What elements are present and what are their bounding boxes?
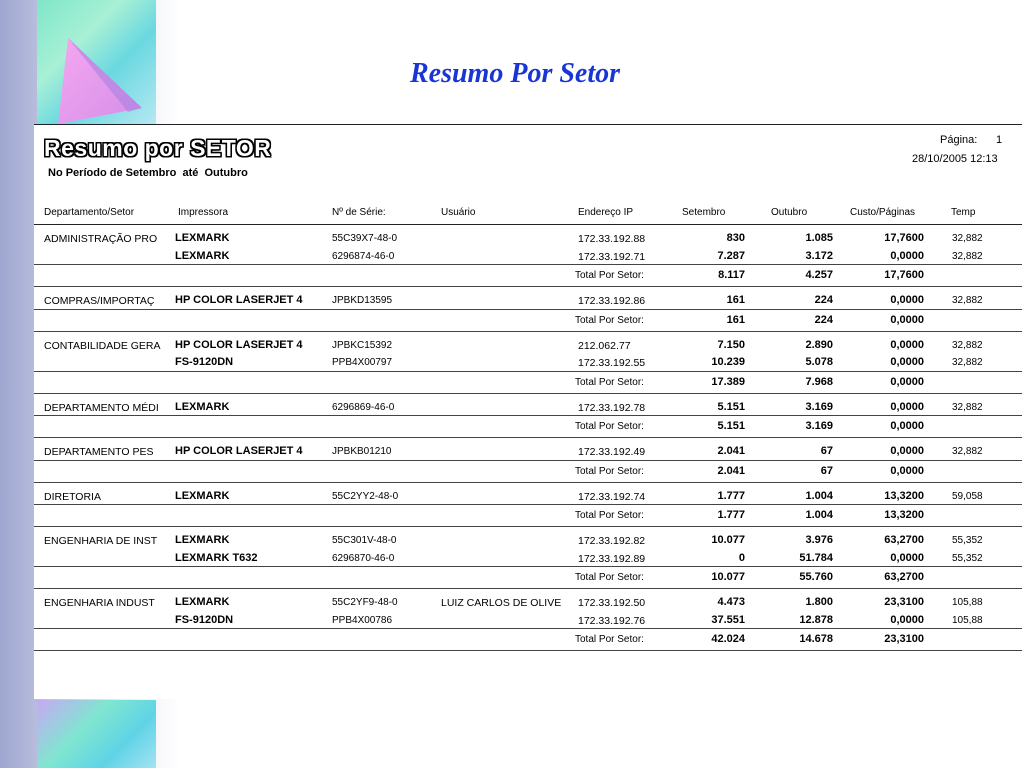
september-count: 7.287 (717, 249, 745, 262)
september-count: 7.150 (717, 338, 745, 351)
september-count: 10.077 (711, 534, 745, 546)
row-divider (34, 628, 1022, 629)
column-header-temp: Temp (951, 207, 976, 218)
report-panel (34, 124, 1022, 699)
sector-divider (34, 482, 1022, 483)
row-divider (34, 264, 1022, 265)
header-divider (34, 224, 1022, 225)
report-logo: Resumo por SETOR (44, 135, 272, 161)
total-september: 2.041 (717, 464, 745, 477)
total-september: 8.117 (718, 269, 745, 281)
column-header-serial: Nº de Série: (332, 207, 386, 218)
ip-address: 212.062.77 (578, 339, 631, 352)
printer-name: HP COLOR LASERJET 4 (175, 445, 303, 457)
total-october: 7.968 (805, 375, 833, 388)
row-divider (34, 566, 1022, 567)
serial-number: 55C2YY2-48-0 (332, 490, 399, 502)
total-september: 17.389 (711, 375, 745, 388)
total-september: 1.777 (717, 509, 745, 521)
ip-address: 172.33.192.50 (578, 597, 646, 609)
total-cost: 0,0000 (890, 464, 924, 477)
october-count: 3.976 (805, 534, 833, 546)
row-divider (34, 309, 1022, 310)
sector-name: ADMINISTRAÇÃO PRO (44, 233, 158, 245)
cost-per-page: 0,0000 (890, 551, 924, 564)
total-label: Total Por Setor: (575, 465, 644, 477)
column-header-user: Usuário (441, 207, 476, 218)
total-cost: 0,0000 (890, 420, 924, 432)
october-count: 3.169 (805, 400, 833, 413)
sector-divider (34, 526, 1022, 527)
total-cost: 17,7600 (884, 269, 924, 281)
table-header (34, 204, 1022, 224)
total-october: 3.169 (805, 420, 833, 432)
total-october: 67 (820, 464, 833, 477)
decorative-gradient-bottom (37, 700, 156, 768)
column-header-cost: Custo/Páginas (850, 207, 916, 218)
total-october: 1.004 (805, 509, 833, 521)
serial-number: 55C2YF9-48-0 (332, 597, 398, 608)
total-october: 55.760 (799, 571, 833, 583)
september-count: 830 (726, 232, 745, 244)
serial-number: JPBKB01210 (332, 446, 392, 457)
sector-name: DIRETORIA (44, 490, 101, 503)
cost-per-page: 17,7600 (884, 232, 924, 244)
october-count: 12.878 (799, 613, 833, 626)
october-count: 224 (814, 294, 833, 306)
ip-address: 172.33.192.88 (578, 233, 646, 245)
serial-number: 6296869-46-0 (332, 401, 395, 413)
row-divider (34, 415, 1022, 416)
october-count: 5.078 (805, 356, 833, 368)
cost-per-page: 0,0000 (890, 294, 924, 306)
total-october: 14.678 (799, 633, 833, 645)
total-label: Total Por Setor: (575, 634, 644, 645)
october-count: 67 (820, 445, 833, 457)
ip-address: 172.33.192.74 (578, 490, 646, 503)
october-count: 51.784 (799, 551, 833, 564)
column-header-ip: Endereço IP (578, 207, 634, 218)
slide-title: Resumo Por Setor (409, 58, 621, 89)
sector-name: COMPRAS/IMPORTAÇ (44, 295, 155, 307)
printer-name: FS-9120DN (175, 356, 234, 368)
sector-name: ENGENHARIA DE INST (44, 535, 158, 547)
cost-per-page: 0,0000 (890, 249, 924, 262)
sector-divider (34, 331, 1022, 332)
printer-name: HP COLOR LASERJET 4 (175, 294, 303, 306)
ip-address: 172.33.192.71 (578, 250, 646, 263)
sector-divider (34, 393, 1022, 394)
printer-name: LEXMARK (175, 232, 230, 244)
total-label: Total Por Setor: (575, 270, 644, 281)
printer-name: LEXMARK (175, 596, 230, 608)
total-label: Total Por Setor: (575, 314, 644, 326)
printer-name: LEXMARK (175, 249, 230, 262)
total-september: 10.077 (711, 571, 745, 583)
printer-name: LEXMARK (175, 534, 230, 546)
cost-per-page: 0,0000 (890, 613, 924, 626)
total-cost: 63,2700 (884, 571, 924, 583)
cost-per-page: 0,0000 (890, 338, 924, 351)
september-count: 5.151 (717, 400, 745, 413)
ip-address: 172.33.192.89 (578, 552, 646, 565)
sector-divider (34, 650, 1022, 651)
printer-name: HP COLOR LASERJET 4 (175, 338, 303, 351)
total-september: 161 (726, 313, 745, 326)
temp-value: 32,882 (952, 401, 983, 413)
october-count: 3.172 (805, 249, 833, 262)
column-header-october: Outubro (771, 207, 808, 218)
september-count: 161 (726, 294, 745, 306)
serial-number: 55C301V-48-0 (332, 535, 397, 546)
sector-divider (34, 437, 1022, 438)
total-label: Total Por Setor: (575, 572, 644, 583)
temp-value: 105,88 (952, 614, 983, 626)
ip-address: 172.33.192.86 (578, 295, 646, 307)
temp-value: 55,352 (952, 535, 983, 546)
temp-value: 32,882 (952, 233, 983, 244)
ip-address: 172.33.192.82 (578, 535, 646, 547)
sector-divider (34, 286, 1022, 287)
serial-number: PPB4X00797 (332, 357, 393, 368)
cost-per-page: 13,3200 (884, 489, 924, 502)
temp-value: 32,882 (952, 295, 983, 306)
total-cost: 0,0000 (890, 375, 924, 388)
cost-per-page: 23,3100 (884, 596, 924, 608)
serial-number: JPBKC15392 (332, 339, 393, 351)
decorative-triangle-icon (0, 0, 150, 130)
september-count: 0 (738, 551, 745, 564)
september-count: 4.473 (717, 596, 745, 608)
sector-name: ENGENHARIA INDUST (44, 597, 155, 609)
september-count: 10.239 (711, 356, 745, 368)
page-number: 1 (996, 134, 1003, 146)
report-date: 28/10/2005 12:13 (912, 153, 998, 165)
september-count: 1.777 (717, 489, 745, 502)
temp-value: 105,88 (952, 597, 983, 608)
total-label: Total Por Setor: (575, 421, 644, 432)
total-september: 42.024 (711, 633, 745, 645)
october-count: 1.800 (805, 596, 833, 608)
temp-value: 59,058 (952, 490, 983, 502)
temp-value: 55,352 (952, 552, 983, 564)
total-cost: 23,3100 (884, 633, 924, 645)
sector-divider (34, 588, 1022, 589)
column-header-september: Setembro (682, 207, 726, 218)
column-header-sector: Departamento/Setor (44, 207, 135, 218)
total-label: Total Por Setor: (575, 376, 644, 388)
october-count: 1.004 (805, 489, 833, 502)
total-cost: 0,0000 (890, 313, 924, 326)
printer-name: FS-9120DN (175, 613, 234, 626)
cost-per-page: 0,0000 (890, 400, 924, 413)
total-october: 224 (814, 313, 833, 326)
cost-per-page: 63,2700 (884, 534, 924, 546)
temp-value: 32,882 (952, 357, 983, 368)
printer-name: LEXMARK (175, 489, 230, 502)
ip-address: 172.33.192.78 (578, 401, 646, 414)
october-count: 1.085 (805, 232, 833, 244)
report-period: No Período de Setembro até Outubro (48, 167, 248, 179)
ip-address: 172.33.192.49 (578, 446, 646, 458)
serial-number: 6296870-46-0 (332, 552, 395, 564)
total-cost: 13,3200 (884, 509, 924, 521)
row-divider (34, 460, 1022, 461)
row-divider (34, 371, 1022, 372)
user-name: LUIZ CARLOS DE OLIVE (441, 597, 562, 609)
serial-number: JPBKD13595 (332, 295, 393, 306)
october-count: 2.890 (805, 338, 833, 351)
printer-name: LEXMARK (175, 400, 230, 413)
cost-per-page: 0,0000 (890, 445, 924, 457)
september-count: 37.551 (711, 613, 745, 626)
serial-number: PPB4X00786 (332, 614, 393, 626)
ip-address: 172.33.192.76 (578, 614, 646, 627)
sector-name: DEPARTAMENTO MÉDI (44, 401, 159, 414)
serial-number: 55C39X7-48-0 (332, 233, 398, 244)
temp-value: 32,882 (952, 446, 983, 457)
column-header-printer: Impressora (178, 207, 229, 218)
total-september: 5.151 (717, 420, 745, 432)
serial-number: 6296874-46-0 (332, 250, 395, 262)
temp-value: 32,882 (952, 250, 983, 262)
total-label: Total Por Setor: (575, 510, 644, 521)
temp-value: 32,882 (952, 339, 983, 351)
cost-per-page: 0,0000 (890, 356, 924, 368)
sector-name: CONTABILIDADE GERA (44, 339, 161, 352)
printer-name: LEXMARK T632 (175, 551, 258, 564)
total-october: 4.257 (805, 269, 833, 281)
september-count: 2.041 (717, 445, 745, 457)
ip-address: 172.33.192.55 (578, 357, 646, 369)
page-label: Página: (940, 134, 978, 146)
sector-name: DEPARTAMENTO PES (44, 446, 154, 458)
row-divider (34, 504, 1022, 505)
